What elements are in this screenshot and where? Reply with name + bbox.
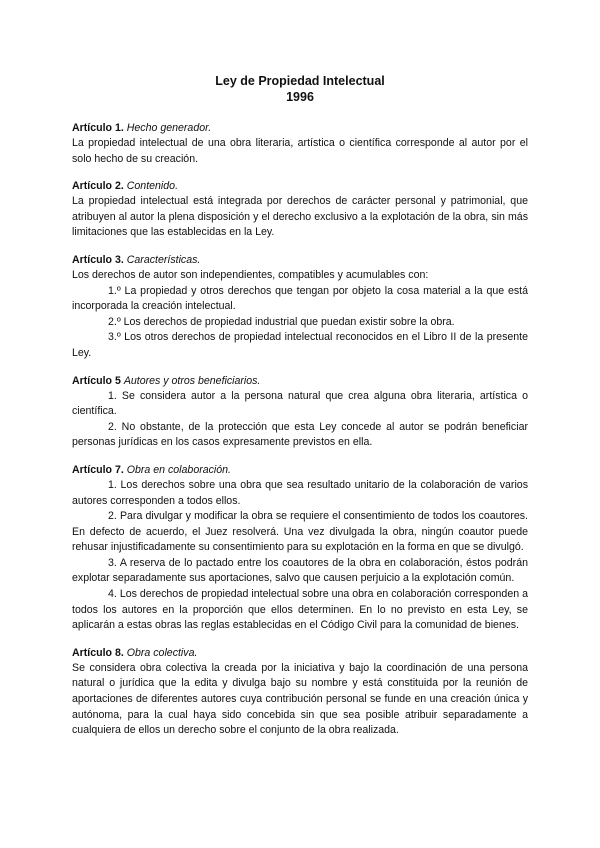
document-title [72, 73, 528, 105]
article-name: Autores y otros beneficiarios. [123, 374, 261, 387]
article-name: Obra en colaboración. [126, 463, 232, 476]
article-intro: Los derechos de autor son independientes, compatibles y acumulables con: [72, 268, 429, 281]
article-heading [72, 463, 528, 478]
article-1 [72, 121, 528, 167]
article-number: Artículo 3. [72, 253, 124, 266]
article-name: Contenido. [126, 180, 179, 193]
title-line-1: Ley de Propiedad Intelectual [215, 74, 385, 88]
article-3 [72, 253, 528, 362]
article-item: 3. A reserva de lo pactado entre los coautores de la obra en colaboración, éstos podrán explotar separadamente sus aportaciones, salvo que causen perjuicio a la explotación común. [72, 556, 528, 585]
article-paragraph: Se considera obra colectiva la creada por la iniciativa y bajo la coordinación de una persona natural o jurídica que la edita y divulga bajo su nombre y está constituida por la reunión de aportaciones de diferentes autores cuya contribución personal se funde en una creación única y autónoma, para la cual haya sido concebida sin que sea posible atribuir separadamente a cualquiera de ellos un derecho sobre el conjunto de la obra realizada. [72, 661, 528, 737]
article-name: Características. [126, 253, 201, 266]
article-7 [72, 463, 528, 634]
article-8 [72, 646, 528, 739]
article-item: 2. No obstante, de la protección que esta Ley concede al autor se podrán beneficiar personas jurídicas en los casos expresamente previstos en ella. [72, 420, 528, 449]
article-item: 2.º Los derechos de propiedad industrial que puedan existir sobre la obra. [108, 315, 455, 328]
article-heading [72, 121, 528, 136]
article-number: Artículo 8. [72, 646, 124, 659]
article-number: Artículo 1. [72, 122, 124, 134]
title-line-2: 1996 [286, 90, 314, 104]
article-item: 1. Se considera autor a la persona natural que crea alguna obra literaria, artística o científica. [72, 389, 528, 418]
article-heading [72, 179, 528, 194]
article-item: 3.º Los otros derechos de propiedad intelectual reconocidos en el Libro II de la presente Ley. [72, 331, 528, 359]
article-number: Artículo 5 [72, 374, 121, 387]
article-2 [72, 179, 528, 241]
article-item: 2. Para divulgar y modificar la obra se requiere el consentimiento de todos los coautores. En defecto de acuerdo, el Juez resolverá. Una vez divulgada la obra, ningún coautor puede rehusar injustificadamente su consentimiento para su explotación en la forma en que se divulgó. [72, 510, 528, 554]
article-item: 4. Los derechos de propiedad intelectual sobre una obra en colaboración corresponden a todos los autores en la proporción que ellos determinen. En lo no previsto en esta Ley, se aplicarán a estas obras las reglas establecidas en el Código Civil para la comunidad de bienes. [72, 588, 528, 632]
article-item: 1.º La propiedad y otros derechos que tengan por objeto la cosa material a la que está incorporada la creación intelectual. [72, 284, 528, 313]
article-number: Artículo 2. [72, 180, 124, 193]
article-heading [72, 646, 528, 661]
article-name: Obra colectiva. [126, 646, 198, 659]
article-paragraph: La propiedad intelectual de una obra literaria, artística o científica corresponde al autor por el solo hecho de su creación. [72, 137, 528, 165]
article-paragraph: La propiedad intelectual está integrada por derechos de carácter personal y patrimonial, que atribuyen al autor la plena disposición y el derecho exclusivo a la explotación de la obra, sin más limitaciones que las establecidas en la Ley. [72, 195, 528, 239]
article-heading [72, 374, 528, 389]
article-item: 1. Los derechos sobre una obra que sea resultado unitario de la colaboración de varios autores corresponden a todos ellos. [72, 478, 528, 507]
article-heading [72, 253, 528, 268]
article-name: Hecho generador. [126, 122, 212, 134]
article-5 [72, 374, 528, 451]
article-number: Artículo 7. [72, 463, 124, 476]
